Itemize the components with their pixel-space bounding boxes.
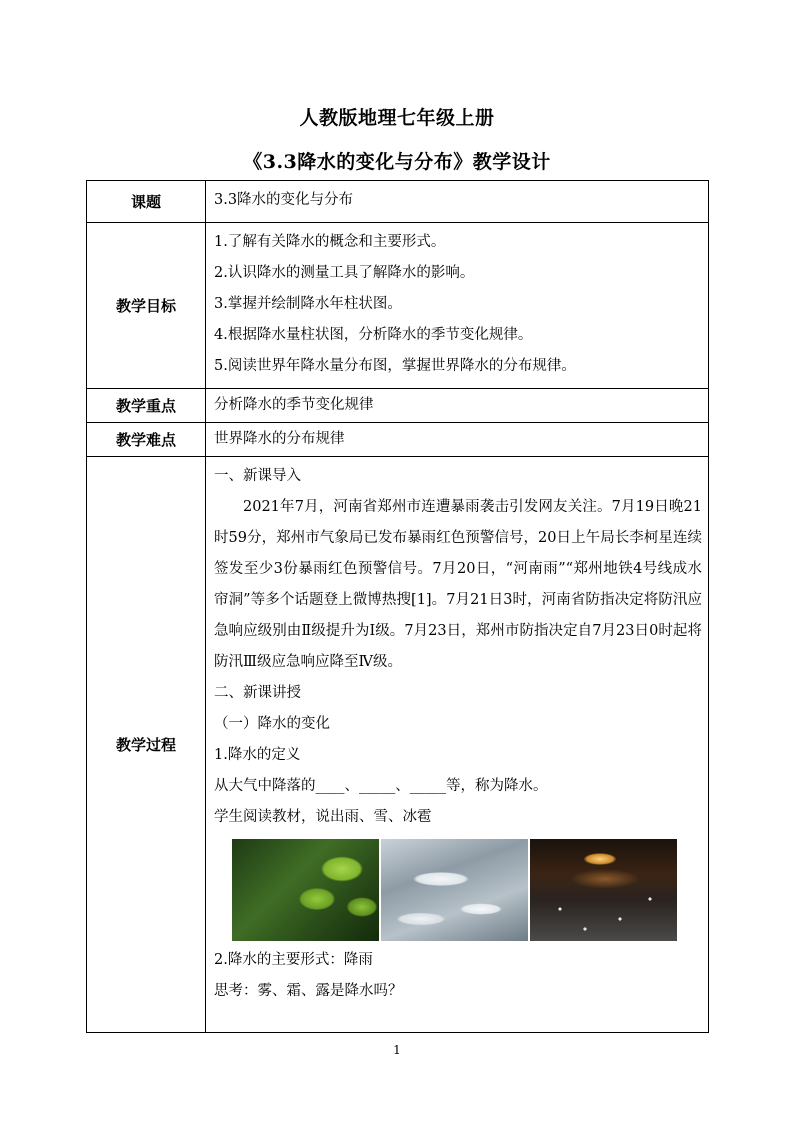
table-row-difficulty bbox=[87, 423, 709, 457]
process-label: 教学过程 bbox=[87, 457, 206, 1033]
thinking-question: 思考：雾、霜、露是降水吗？ bbox=[214, 983, 403, 999]
section-heading: 二、新课讲授 bbox=[214, 685, 301, 701]
topic-value: 3.3降水的变化与分布 bbox=[206, 181, 709, 223]
difficulty-label: 教学难点 bbox=[87, 423, 206, 457]
table-row-topic bbox=[87, 181, 709, 223]
lesson-plan-table bbox=[86, 180, 709, 1033]
key-point-label: 教学重点 bbox=[87, 389, 206, 423]
objectives-label: 教学目标 bbox=[87, 223, 206, 389]
subsection-heading: （一）降水的变化 bbox=[214, 716, 330, 732]
section-heading: 一、新课导入 bbox=[214, 468, 301, 484]
snow-photo bbox=[381, 839, 528, 941]
student-note: 学生阅读教材，说出雨、雪、冰雹 bbox=[214, 809, 432, 825]
document-subtitle: 《3.3降水的变化与分布》教学设计 bbox=[243, 151, 551, 173]
intro-paragraph: 2021年7月，河南省郑州市连遭暴雨袭击引发网友关注。7月19日晚21时59分，郑州市气象局已发布暴雨红色预警信号，20日上午局长李柯星连续签发至少3份暴雨红色预警信号。7月20日，“河南雨”“郑州地铁4号线成水帘洞”等多个话题登上微博热搜[1]。7月21日3时，河南省防指决定将防汛应急响应级别由Ⅱ级提升为Ⅰ级。7月23日，郑州市防指决定自7月23日0时起将防汛Ⅲ级应急响应降至Ⅳ级。 bbox=[214, 499, 702, 670]
page-number: 1 bbox=[393, 1043, 401, 1057]
objectives-list bbox=[206, 223, 709, 389]
document-title: 人教版地理七年级上册 bbox=[299, 107, 495, 129]
objective-item: 1.了解有关降水的概念和主要形式。 bbox=[214, 234, 446, 250]
topic-label: 课题 bbox=[87, 181, 206, 223]
table-row-process bbox=[87, 457, 709, 1033]
difficulty-value: 世界降水的分布规律 bbox=[206, 423, 709, 457]
key-point-value: 分析降水的季节变化规律 bbox=[206, 389, 709, 423]
hail-photo bbox=[530, 839, 677, 941]
process-content bbox=[206, 457, 709, 1033]
rain-photo bbox=[232, 839, 379, 941]
objective-item: 2.认识降水的测量工具了解降水的影响。 bbox=[214, 265, 475, 281]
table-row-key-point bbox=[87, 389, 709, 423]
objective-item: 3.掌握并绘制降水年柱状图。 bbox=[214, 296, 402, 312]
objective-item: 4.根据降水量柱状图，分析降水的季节变化规律。 bbox=[214, 327, 533, 343]
precipitation-photos bbox=[232, 839, 702, 941]
item-heading: 2.降水的主要形式：降雨 bbox=[214, 952, 373, 968]
item-heading: 1.降水的定义 bbox=[214, 747, 301, 763]
objective-item: 5.阅读世界年降水量分布图，掌握世界降水的分布规律。 bbox=[214, 358, 576, 374]
table-row-objectives bbox=[87, 223, 709, 389]
definition-text: 从大气中降落的____、_____、_____等，称为降水。 bbox=[214, 778, 548, 794]
